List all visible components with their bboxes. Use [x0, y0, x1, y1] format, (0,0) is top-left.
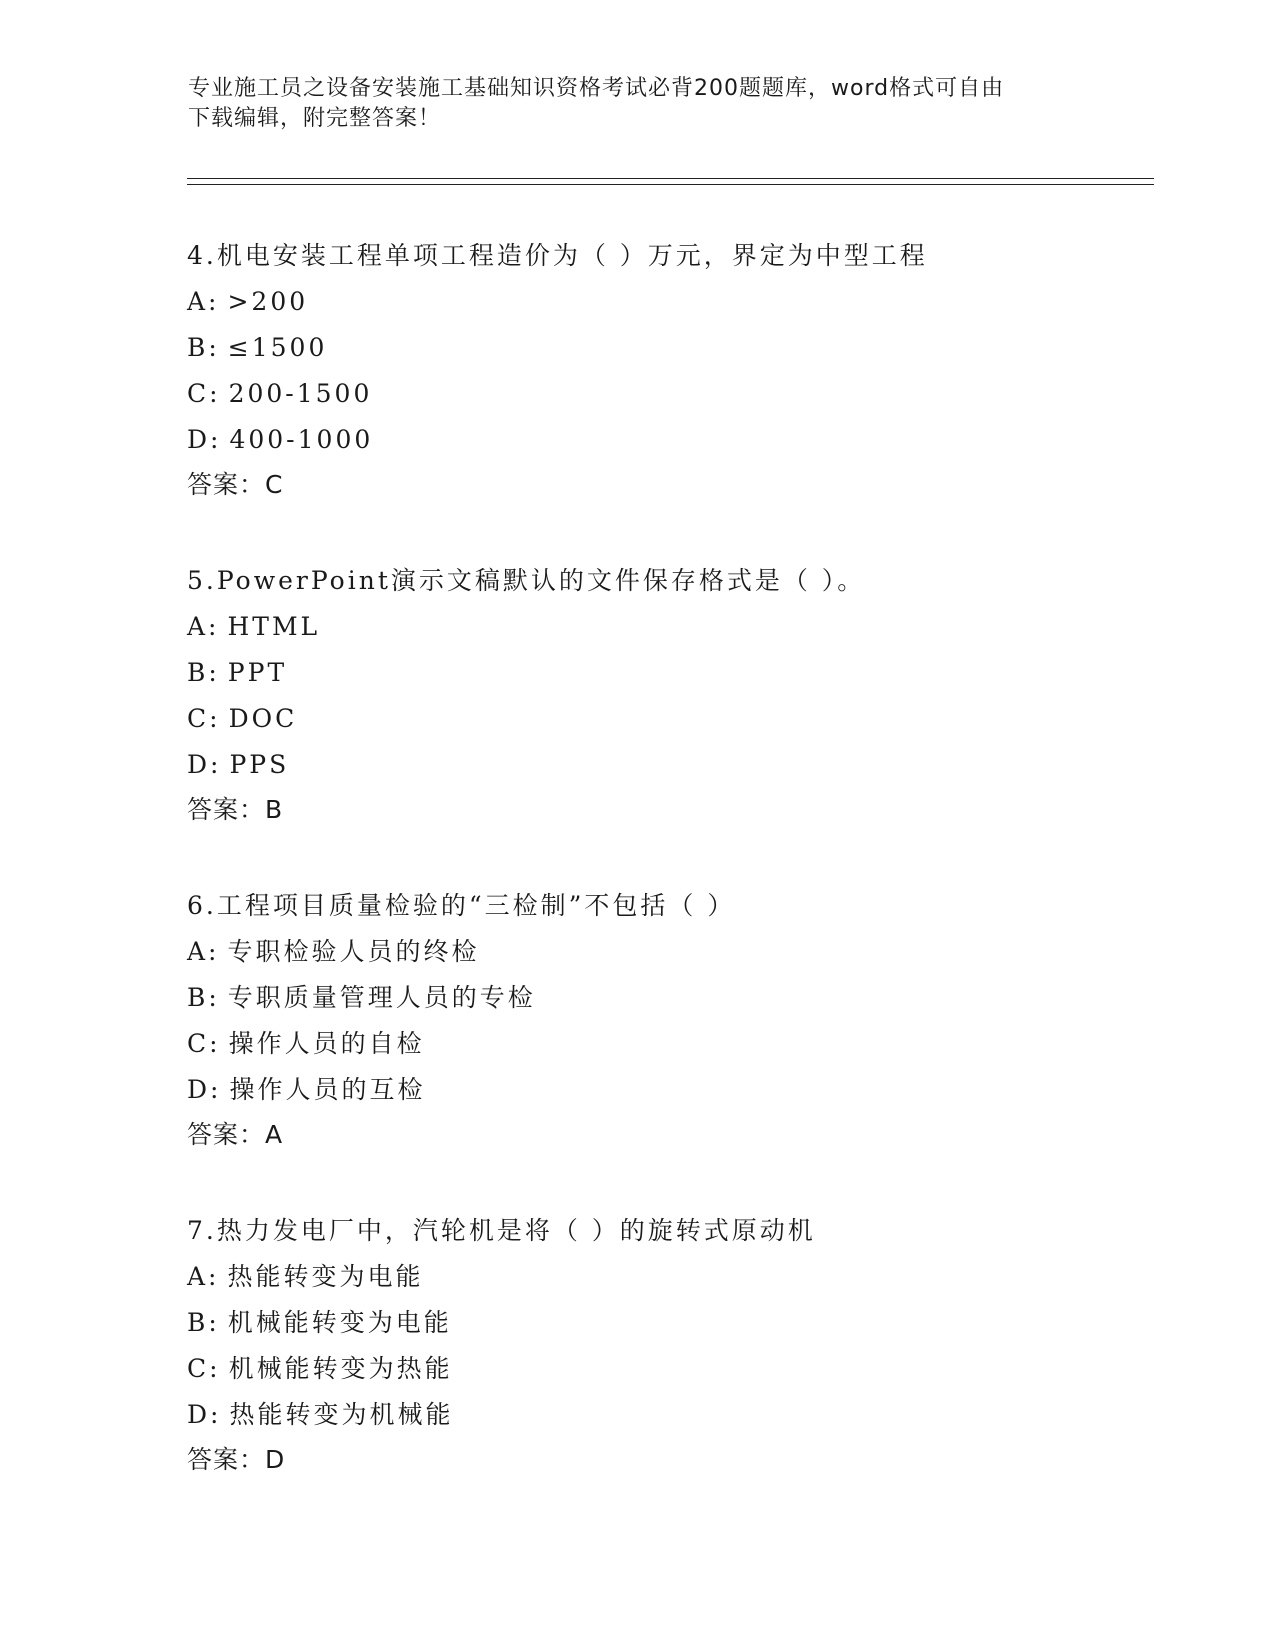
option-a: [187, 604, 1147, 650]
answer-line: [187, 788, 1147, 832]
question-list: [187, 233, 1147, 1533]
header-divider-top: [187, 178, 1154, 179]
option-text: PPT: [227, 658, 288, 687]
option-text: 200-1500: [228, 379, 373, 408]
answer-value: D: [265, 1445, 286, 1474]
option-c: [187, 1346, 1147, 1392]
option-label: B:: [187, 333, 220, 362]
answer-label: 答案：: [187, 470, 266, 499]
option-b: [187, 650, 1147, 696]
option-label: A:: [187, 612, 220, 641]
question-stem: 4.机电安装工程单项工程造价为（ ）万元，界定为中型工程: [187, 241, 928, 270]
option-d: [187, 742, 1147, 788]
answer-label: 答案：: [187, 1445, 266, 1474]
option-label: C:: [187, 379, 221, 408]
option-c: [187, 371, 1147, 417]
answer-label: 答案：: [187, 1120, 266, 1149]
option-a: [187, 1254, 1147, 1300]
option-text: 机械能转变为电能: [227, 1308, 452, 1337]
option-d: [187, 1392, 1147, 1438]
question-item: [187, 233, 1147, 507]
answer-value: A: [265, 1120, 284, 1149]
option-b: [187, 1300, 1147, 1346]
answer-line: [187, 1113, 1147, 1157]
question-stem: 5.PowerPoint演示文稿默认的文件保存格式是（ ）。: [187, 566, 866, 595]
option-text: HTML: [227, 612, 321, 641]
option-a: [187, 279, 1147, 325]
option-text: 操作人员的自检: [228, 1029, 425, 1058]
option-label: B:: [187, 658, 220, 687]
option-label: A:: [187, 1262, 220, 1291]
answer-label: 答案：: [187, 795, 266, 824]
option-text: >200: [227, 287, 309, 316]
option-c: [187, 1021, 1147, 1067]
question-item: [187, 558, 1147, 832]
document-header: [188, 74, 1088, 134]
header-divider-bottom: [187, 184, 1154, 185]
question-item: [187, 883, 1147, 1157]
option-text: 400-1000: [229, 425, 374, 454]
option-label: D:: [187, 1400, 222, 1429]
option-a: [187, 929, 1147, 975]
option-d: [187, 1067, 1147, 1113]
option-label: C:: [187, 1029, 221, 1058]
option-b: [187, 325, 1147, 371]
option-c: [187, 696, 1147, 742]
option-label: D:: [187, 1075, 222, 1104]
answer-line: [187, 463, 1147, 507]
option-text: ≤1500: [227, 333, 328, 362]
option-label: D:: [187, 425, 222, 454]
option-text: 热能转变为机械能: [229, 1400, 454, 1429]
option-label: B:: [187, 983, 220, 1012]
option-label: A:: [187, 937, 220, 966]
header-title-line-1: 专业施工员之设备安装施工基础知识资格考试必背200题题库，word格式可自由: [188, 76, 1005, 101]
option-text: 专职质量管理人员的专检: [227, 983, 536, 1012]
option-text: DOC: [228, 704, 298, 733]
option-text: PPS: [229, 750, 290, 779]
option-label: C:: [187, 704, 221, 733]
option-label: A:: [187, 287, 220, 316]
option-text: 热能转变为电能: [227, 1262, 424, 1291]
option-d: [187, 417, 1147, 463]
question-stem: 6.工程项目质量检验的“三检制”不包括（ ）: [187, 891, 736, 920]
answer-line: [187, 1438, 1147, 1482]
question-item: [187, 1208, 1147, 1482]
option-b: [187, 975, 1147, 1021]
answer-value: B: [265, 795, 284, 824]
option-text: 操作人员的互检: [229, 1075, 426, 1104]
option-label: B:: [187, 1308, 220, 1337]
question-stem: 7.热力发电厂中，汽轮机是将（ ）的旋转式原动机: [187, 1216, 816, 1245]
option-label: D:: [187, 750, 222, 779]
header-title-line-2: 下载编辑，附完整答案！: [188, 106, 442, 131]
option-label: C:: [187, 1354, 221, 1383]
option-text: 机械能转变为热能: [228, 1354, 453, 1383]
answer-value: C: [265, 470, 284, 499]
option-text: 专职检验人员的终检: [227, 937, 480, 966]
